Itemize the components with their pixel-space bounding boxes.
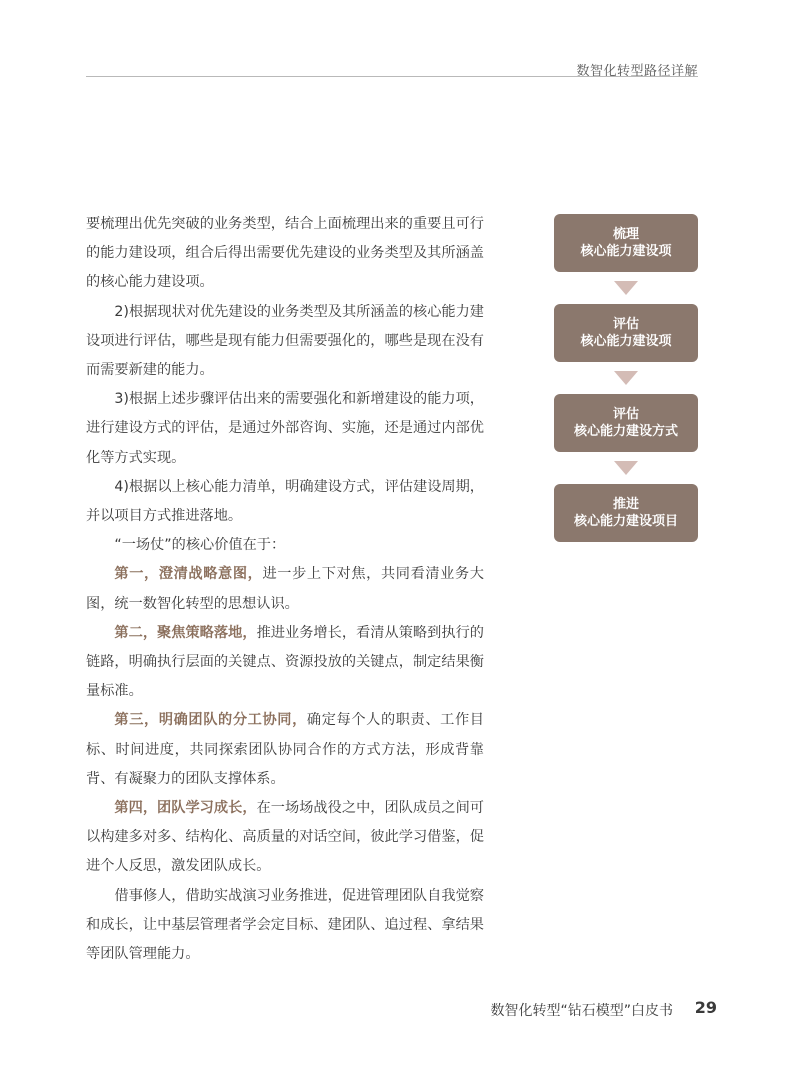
flow-step-title: 评估 [612, 407, 639, 422]
value-point-2 [86, 619, 484, 707]
flow-step-subtitle: 核心能力建设项目 [573, 514, 678, 529]
value-point-lead: 第二，聚焦策略落地， [114, 624, 257, 641]
flow-step-subtitle: 核心能力建设方式 [573, 424, 678, 439]
flow-step-subtitle: 核心能力建设项 [580, 334, 672, 349]
value-point-lead: 第四，团队学习成长， [114, 800, 257, 817]
body-text [86, 210, 484, 969]
running-footer: 数智化转型“钻石模型”白皮书 [490, 1003, 673, 1019]
value-point-text: 推进业务增长，看清从策略到执行的链路，明确执行层面的关键点、资源投放的关键点，制定结果衡量标准。 [86, 624, 484, 700]
down-arrow-icon [614, 371, 638, 385]
paragraph: 借事修人，借助实战演习业务推进，促进管理团队自我觉察和成长，让中基层管理者学会定目标、建团队、追过程、拿结果等团队管理能力。 [86, 887, 484, 963]
flow-step-title: 梳理 [612, 227, 639, 242]
value-point-4 [86, 794, 484, 882]
flow-step-1 [554, 214, 698, 272]
paragraph: 要梳理出优先突破的业务类型，结合上面梳理出来的重要且可行的能力建设项，组合后得出需要优先建设的业务类型及其所涵盖的核心能力建设项。 [86, 216, 484, 291]
paragraph: 3)根据上述步骤评估出来的需要强化和新增建设的能力项，进行建设方式的评估，是通过外部咨询、实施，还是通过内部优化等方式实现。 [86, 391, 484, 466]
value-point-text: 确定每个人的职责、工作目标、时间进度，共同探索团队协同合作的方式方法，形成背靠背、有凝聚力的团队支撑体系。 [86, 712, 484, 787]
paragraph: 4)根据以上核心能力清单，明确建设方式，评估建设周期，并以项目方式推进落地。 [86, 478, 484, 525]
running-header: 数智化转型路径详解 [576, 64, 698, 79]
paragraph: 2)根据现状对优先建设的业务类型及其所涵盖的核心能力建设项进行评估，哪些是现有能力但需要强化的，哪些是现在没有而需要新建的能力。 [86, 303, 484, 379]
flow-step-subtitle: 核心能力建设项 [580, 244, 672, 259]
value-point-text: 进一步上下对焦，共同看清业务大图，统一数智化转型的思想认识。 [86, 566, 484, 612]
flow-step-title: 推进 [612, 497, 639, 512]
down-arrow-icon [614, 281, 638, 295]
flow-step-2 [554, 304, 698, 362]
flow-step-4 [554, 484, 698, 542]
page-number: 29 [694, 998, 717, 1017]
down-arrow-icon [614, 461, 638, 475]
flow-step-title: 评估 [612, 317, 639, 332]
value-point-lead: 第三，明确团队的分工协同， [114, 712, 307, 729]
value-point-3 [86, 706, 484, 794]
value-point-text: 在一场场战役之中，团队成员之间可以构建多对多、结构化、高质量的对话空间，彼此学习借鉴，促进个人反思，激发团队成长。 [86, 800, 484, 875]
header-divider [86, 76, 698, 77]
process-flowchart [554, 214, 698, 542]
value-point-1 [86, 560, 484, 618]
paragraph: “一场仗”的核心价值在于： [114, 537, 286, 554]
value-point-lead: 第一，澄清战略意图， [114, 566, 263, 583]
flow-step-3 [554, 394, 698, 452]
